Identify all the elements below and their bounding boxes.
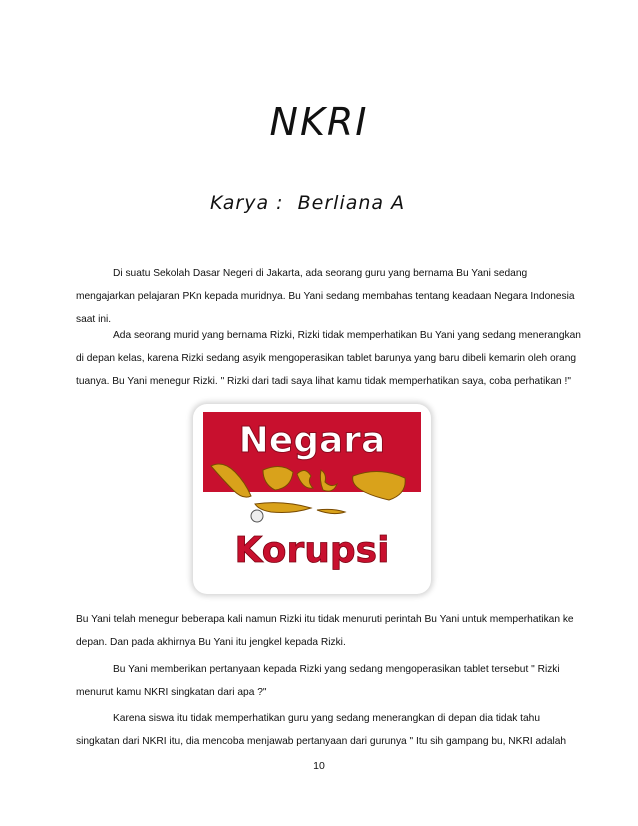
location-marker-icon — [251, 510, 263, 522]
flag-map-illustration — [193, 404, 431, 594]
paragraph — [76, 324, 581, 393]
text-line: saat ini. — [76, 314, 112, 325]
text-line: menurut kamu NKRI singkatan dari apa ?" — [76, 687, 267, 698]
paragraph — [76, 262, 575, 331]
image-bottom-text: Korupsi — [234, 530, 390, 571]
negara-korupsi-image — [193, 404, 431, 594]
page-number: 10 — [313, 760, 325, 772]
text-line: Bu Yani telah menegur beberapa kali namun Rizki itu tidak menuruti perintah Bu Yani untuk memperhatikan ke — [76, 614, 574, 625]
paragraph — [76, 608, 574, 654]
image-top-text: Negara — [238, 420, 386, 461]
text-line: singkatan dari NKRI itu, dia mencoba menjawab pertanyaan dari gurunya " Itu sih gampang bu, NKRI adalah — [76, 736, 567, 747]
text-line: Karena siswa itu tidak memperhatikan guru yang sedang menerangkan di depan dia tidak tahu — [113, 713, 541, 724]
text-line: Ada seorang murid yang bernama Rizki, Rizki tidak memperhatikan Bu Yani yang sedang menerangkan — [113, 330, 581, 341]
text-line: tuanya. Bu Yani menegur Rizki. " Rizki dari tadi saya lihat kamu tidak memperhatikan saya, coba perhatikan !" — [76, 376, 571, 387]
paragraph — [76, 658, 566, 704]
text-line: Bu Yani memberikan pertanyaan kepada Rizki yang sedang mengoperasikan tablet tersebut " Rizki — [113, 664, 560, 675]
story-title: NKRI — [269, 100, 369, 144]
author-line: Karya : Berliana A — [210, 192, 406, 214]
text-line: Di suatu Sekolah Dasar Negeri di Jakarta, ada seorang guru yang bernama Bu Yani sedang — [113, 268, 528, 279]
text-line: di depan kelas, karena Rizki sedang asyik mengoperasikan tablet barunya yang baru dibeli kemarin oleh orang — [76, 353, 577, 364]
paragraph — [76, 707, 566, 753]
text-line: mengajarkan pelajaran PKn kepada muridnya. Bu Yani sedang membahas tentang keadaan Negara Indonesia — [76, 291, 575, 302]
text-line: depan. Dan pada akhirnya Bu Yani itu jengkel kepada Rizki. — [76, 637, 346, 648]
